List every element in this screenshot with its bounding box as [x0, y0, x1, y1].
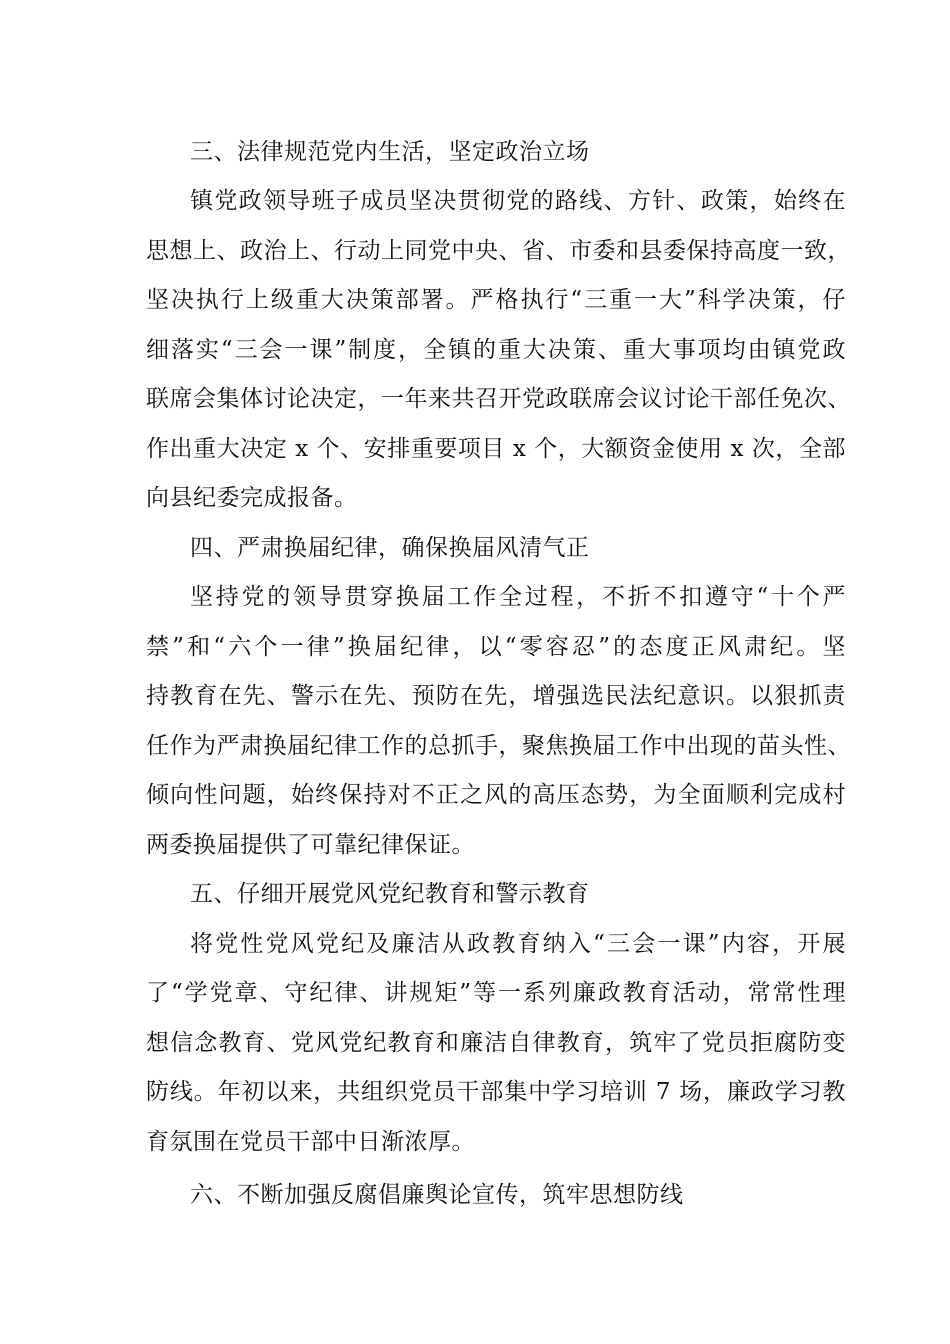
- paragraph-line: 作出重大决定 x 个、安排重要项目 x 个，大额资金使用 x 次，全部: [146, 436, 846, 462]
- paragraph-line: 将党性党风党纪及廉洁从政教育纳入“三会一课”内容，开展: [190, 931, 846, 957]
- heading-section-4: 四、严肃换届纪律，确保换届风清气正: [190, 535, 590, 561]
- paragraph-line: 防线。年初以来，共组织党员干部集中学习培训 7 场，廉政学习教: [146, 1079, 846, 1105]
- paragraph-line: 了“学党章、守纪律、讲规矩”等一系列廉政教育活动，常常性理: [146, 980, 846, 1006]
- paragraph-line: 联席会集体讨论决定，一年来共召开党政联席会议讨论干部任免次、: [146, 386, 851, 412]
- paragraph-line: 镇党政领导班子成员坚决贯彻党的路线、方针、政策，始终在: [190, 188, 846, 214]
- heading-section-6: 六、不断加强反腐倡廉舆论宣传，筑牢思想防线: [190, 1182, 684, 1208]
- paragraph-line: 育氛围在党员干部中日渐浓厚。: [146, 1129, 475, 1155]
- paragraph-line: 坚持党的领导贯穿换届工作全过程，不折不扣遵守“十个严: [190, 584, 846, 610]
- heading-section-3: 三、法律规范党内生活，坚定政治立场: [190, 139, 590, 165]
- paragraph-line: 禁”和“六个一律”换届纪律，以“零容忍”的态度正风肃纪。坚: [146, 634, 846, 660]
- paragraph-line: 持教育在先、警示在先、预防在先，增强选民法纪意识。以狠抓责: [146, 683, 846, 709]
- paragraph-line: 细落实“三会一课”制度，全镇的重大决策、重大事项均由镇党政: [146, 337, 846, 363]
- paragraph-line: 思想上、政治上、行动上同党中央、省、市委和县委保持高度一致，: [146, 238, 851, 264]
- paragraph-line: 倾向性问题，始终保持对不正之风的高压态势，为全面顺利完成村: [146, 782, 846, 808]
- paragraph-line: 任作为严肃换届纪律工作的总抓手，聚焦换届工作中出现的苗头性、: [146, 733, 851, 759]
- paragraph-line: 向县纪委完成报备。: [146, 485, 358, 511]
- heading-section-5: 五、仔细开展党风党纪教育和警示教育: [190, 881, 590, 907]
- paragraph-line: 想信念教育、党风党纪教育和廉洁自律教育，筑牢了党员拒腐防变: [146, 1030, 846, 1056]
- paragraph-line: 两委换届提供了可靠纪律保证。: [146, 832, 475, 858]
- paragraph-line: 坚决执行上级重大决策部署。严格执行“三重一大”科学决策，仔: [146, 287, 846, 313]
